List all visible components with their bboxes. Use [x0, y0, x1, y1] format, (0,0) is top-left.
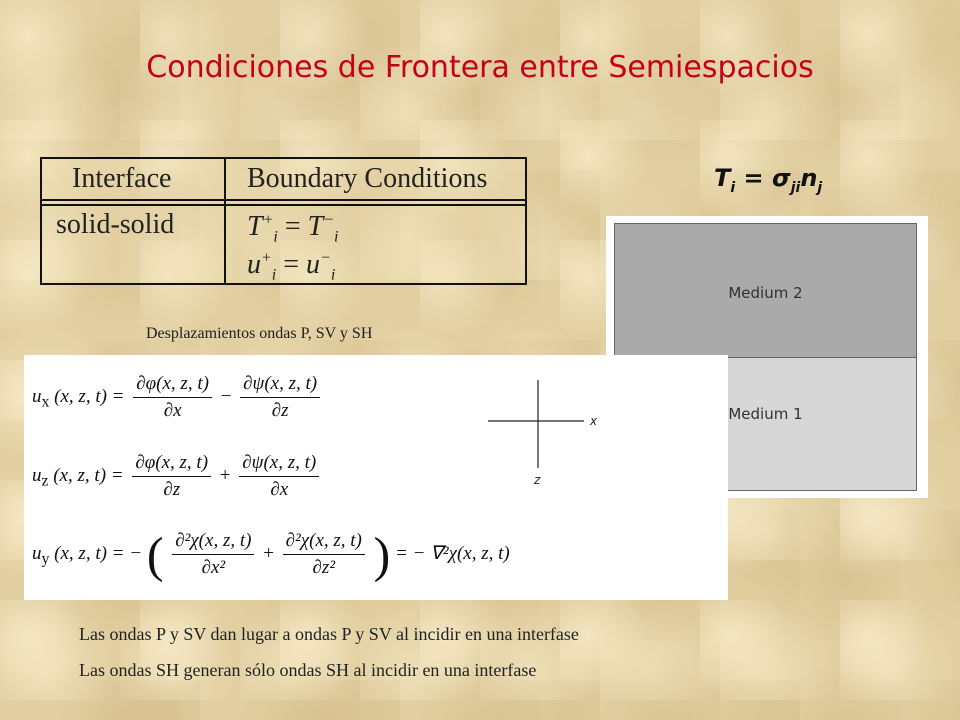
right-paren: )	[373, 526, 391, 583]
table-cell-interface: solid-solid	[56, 209, 175, 240]
ux-fraction-1: $\frac{\partial\varphi(x, z, t)}{\partial x}$	[133, 373, 212, 422]
medium-1-label: Medium 1	[728, 405, 803, 423]
left-paren: (	[146, 526, 164, 583]
uz-equation: $u_z$ (x, z, t) = $\frac{\partial\varphi(x, z, t)}{\partial z}$ + $\frac{\partial\psi(x, z, t)}{\partial x}$	[32, 452, 323, 501]
medium-2-region	[615, 224, 916, 358]
uz-fraction-1: $\frac{\partial\varphi(x, z, t)}{\partial z}$	[132, 452, 211, 501]
table-header-conditions: Boundary Conditions	[247, 163, 488, 194]
ux-equation: $u_x$ (x, z, t) = $\frac{\partial\varphi(x, z, t)}{\partial x}$ − $\frac{\partial\psi(x, z, t)}{\partial z}$	[32, 373, 324, 422]
traction-formula: $T_i = \sigma_{ji}n_j$	[714, 164, 823, 196]
displacement-continuity-equation: $u^+_i = u^-_i$	[247, 249, 336, 284]
boundary-conditions-table	[40, 157, 527, 285]
note-sh-waves: Las ondas SH generan sólo ondas SH al incidir en una interfase	[79, 660, 537, 680]
z-axis-label: z	[534, 473, 541, 487]
uz-fraction-2: $\frac{\partial\psi(x, z, t)}{\partial x}$	[239, 452, 319, 501]
note-p-sv-waves: Las ondas P y SV dan lugar a ondas P y SV al incidir en una interfase	[79, 624, 579, 644]
table-column-divider	[224, 159, 226, 283]
x-axis-label: x	[590, 414, 598, 428]
ux-fraction-2: $\frac{\partial\psi(x, z, t)}{\partial z}$	[240, 373, 320, 422]
traction-continuity-equation: $T^+_i = T^-_i$	[247, 211, 339, 246]
uy-fraction-1: $\frac{\text{∂²χ(x, z, t)}}{\text{∂x²}}$	[172, 530, 254, 579]
coordinate-axes	[488, 380, 628, 490]
table-header-rule-double	[42, 204, 525, 206]
displacements-caption: Desplazamientos ondas P, SV y SH	[146, 325, 373, 342]
displacement-equations-panel	[24, 355, 728, 600]
table-header-rule	[42, 199, 525, 201]
medium-2-label: Medium 2	[728, 284, 803, 302]
slide-title: Condiciones de Frontera entre Semiespacios	[146, 50, 814, 85]
table-header-interface: Interface	[72, 163, 172, 194]
uy-equation: $u_y$ (x, z, t) = − ( $\frac{\text{∂²χ(x, z, t)}}{\text{∂x²}}$ + $\frac{\text{∂²χ(x, z, t)}}{\text{∂z²}}$ ) = − ∇²χ(x, z, t)	[32, 526, 510, 583]
uy-fraction-2: $\frac{\text{∂²χ(x, z, t)}}{\text{∂z²}}$	[283, 530, 365, 579]
